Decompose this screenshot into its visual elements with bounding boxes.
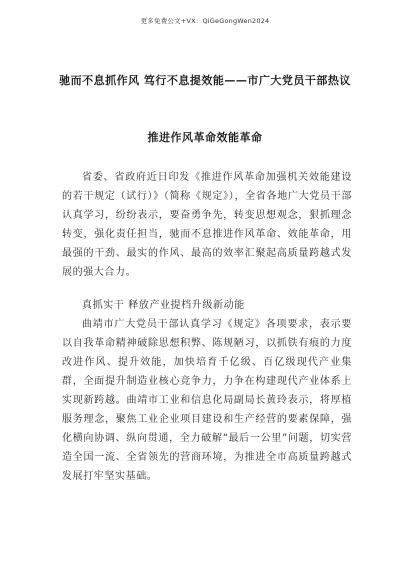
section-subheading: 真抓实干 释放产业提档升级新动能 [82,300,245,311]
document-title-line-2: 推进作风革命效能革命 [147,131,263,144]
body-paragraph-2: 曲靖市广大党员干部认真学习《规定》各项要求，表示要以自我革命精神破除思想积弊、陈规陋习，以抓铁有痕的力度改进作风、提升效能，加快培育千亿级、百亿级现代产业集群，全面提升制造业核心竞争力，力争在构建现代产业体系上实现新跨越。曲靖市工业和信息化局副局长黄玲表示，将厚植服务理念，聚焦工业企业项目建设和生产经营的要素保障，强化横向协调、纵向贯通，全力破解“最后一公里”问题，切实营造全国一流、全省领先的营商环境，为推进全市高质量跨越式发展打牢坚实基础。 [62,319,352,482]
body-paragraph-1: 省委、省政府近日印发《推进作风革命加强机关效能建设的若干规定（试行）》（简称《规定》），全省各地广大党员干部认真学习，纷纷表示，要奋勇争先，转变思想观念，狠抓理念转变，强化责任担当，驰而不息推进作风革命、效能革命，用最强的干劲、最实的作风、最高的效率汇聚起高质量跨越式发展的强大合力。 [62,172,352,278]
document-title-line-1: 驰而不息抓作风 笃行不息提效能——市广大党员干部热议 [59,74,351,87]
header-note: 更多免费公文+VX：QiGeGongWen2024 [140,17,270,25]
